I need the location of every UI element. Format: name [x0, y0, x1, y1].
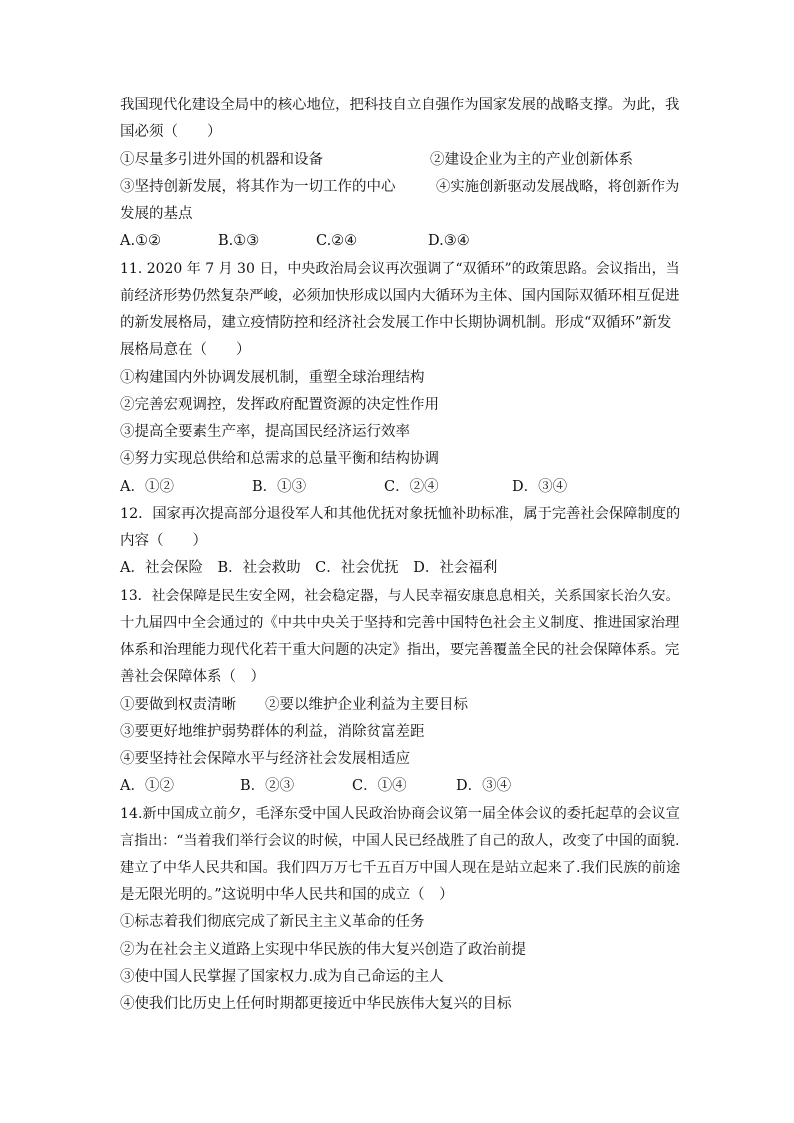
q10-option-b: B.①③ — [218, 233, 260, 249]
q10-item-3: ③坚持创新发展，将其作为一切工作的中心 — [120, 179, 396, 195]
q11-option-b: B．①③ — [252, 479, 307, 495]
q13-option-b: B．②③ — [240, 778, 295, 794]
q14-stem-line-3: 建立了中华人民共和国。我们四万万七千五百万中国人现在是站立起来了.我们民族的前途 — [120, 860, 681, 876]
q13-stem-line-3: 体系和治理能力现代化若干重大问题的决定》指出，要完善覆盖全民的社会保障体系。完 — [120, 642, 680, 658]
q11-stem-line-3: 的新发展格局，建立疫情防控和经济社会发展工作中长期协调机制。形成“双循环”新发 — [120, 315, 672, 331]
q10-item-4: ④实施创新驱动发展战略，将创新作为 — [436, 179, 680, 195]
q14-item-2: ②为在社会主义道路上实现中华民族的伟大复兴创造了政治前提 — [120, 942, 526, 958]
q13-stem-line-2: 十九届四中全会通过的《中共中央关于坚持和完善中国特色社会主义制度、推进国家治理 — [120, 615, 680, 631]
q11-stem-line-4: 展格局意在（ ） — [120, 342, 251, 358]
q12-stem-line-1: 12．国家再次提高部分退役军人和其他优抚对象抚恤补助标准，属于完善社会保障制度的 — [120, 506, 681, 522]
q11-option-c: C．②④ — [384, 479, 439, 495]
q10-option-d: D.③④ — [428, 233, 470, 249]
q14-item-1: ①标志着我们彻底完成了新民主主义革命的任务 — [120, 914, 425, 930]
q12-stem-line-2: 内容（ ） — [120, 533, 207, 549]
q14-item-3: ③使中国人民掌握了国家权力.成为自己命运的主人 — [120, 969, 444, 985]
q10-stem-line-2: 国必须（ ） — [120, 124, 222, 140]
q11-stem-line-2: 前经济形势仍然复杂严峻，必须加快形成以国内大循环为主体、国内国际双循环相互促进 — [120, 288, 680, 304]
q10-stem-line-1: 我国现代化建设全局中的核心地位，把科技自立自强作为国家发展的战略支撑。为此，我 — [120, 97, 680, 113]
q13-option-a: A．①② — [120, 778, 174, 794]
q11-item-3: ③提高全要素生产率，提高国民经济运行效率 — [120, 424, 410, 440]
q10-item-4-cont: 发展的基点 — [120, 206, 193, 222]
q13-stem-line-1: 13．社会保障是民生安全网，社会稳定器，与人民幸福安康息息相关，关系国家长治久安。 — [120, 588, 680, 604]
q10-option-a: A.①② — [120, 233, 162, 249]
q11-option-a: A．①② — [120, 479, 174, 495]
q11-item-2: ②完善宏观调控，发挥政府配置资源的决定性作用 — [120, 397, 439, 413]
q13-option-d: D．③④ — [456, 778, 512, 794]
q13-option-c: C．①④ — [352, 778, 407, 794]
q13-items-1-2: ①要做到权责清晰 ②要以维护企业利益为主要目标 — [120, 697, 468, 713]
q11-stem-line-1: 11. 2020 年 7 月 30 日，中央政治局会议再次强调了“双循环”的政策思路。会议指出，当 — [120, 261, 680, 277]
q10-option-c: C.②④ — [316, 233, 358, 249]
q13-item-4: ④要坚持社会保障水平与经济社会发展相适应 — [120, 751, 410, 767]
q11-item-4: ④努力实现总供给和总需求的总量平衡和结构协调 — [120, 451, 439, 467]
q13-stem-line-4: 善社会保障体系（ ） — [120, 669, 265, 685]
q10-item-1: ①尽量多引进外国的机器和设备 — [120, 152, 323, 168]
q12-options: A．社会保险 B．社会救助 C．社会优抚 D．社会福利 — [120, 560, 498, 576]
q14-stem-line-1: 14.新中国成立前夕，毛泽东受中国人民政治协商会议第一届全体会议的委托起草的会议宣 — [120, 806, 680, 822]
q11-item-1: ①构建国内外协调发展机制，重塑全球治理结构 — [120, 370, 425, 386]
q14-stem-line-4: 是无限光明的。”这说明中华人民共和国的成立（ ） — [120, 887, 454, 903]
q10-item-2: ②建设企业为主的产业创新体系 — [430, 152, 633, 168]
q13-item-3: ③要更好地维护弱势群体的利益，消除贫富差距 — [120, 724, 425, 740]
q11-option-d: D．③④ — [512, 479, 568, 495]
q14-item-4: ④使我们比历史上任何时期都更接近中华民族伟大复兴的目标 — [120, 996, 512, 1012]
q14-stem-line-2: 言指出：“当着我们举行会议的时候，中国人民已经战胜了自己的敌人，改变了中国的面貌. — [120, 833, 680, 849]
